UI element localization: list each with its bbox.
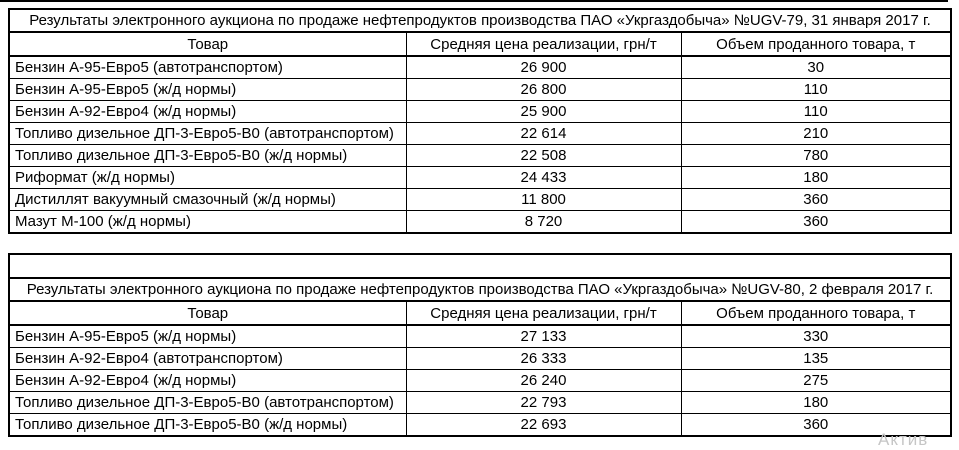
volume-cell: 180 [681, 167, 951, 189]
column-header-volume: Объем проданного товара, т [681, 32, 951, 56]
column-header-price: Средняя цена реализации, грн/т [406, 301, 681, 325]
table-title: Результаты электронного аукциона по продаже нефтепродуктов производства ПАО «Укргаздобыча» №UGV-80, 2 февраля 2017 г. [9, 278, 951, 301]
product-cell: Бензин А-95-Евро5 (ж/д нормы) [9, 325, 406, 348]
price-cell: 25 900 [406, 101, 681, 123]
product-cell: Бензин А-95-Евро5 (ж/д нормы) [9, 79, 406, 101]
table-row [9, 145, 951, 167]
volume-cell: 30 [681, 56, 951, 79]
column-header-product: Товар [9, 301, 406, 325]
volume-cell: 360 [681, 211, 951, 234]
table-title-row [9, 278, 951, 301]
product-cell: Дистиллят вакуумный смазочный (ж/д нормы) [9, 189, 406, 211]
table-row [9, 211, 951, 234]
table-row [9, 325, 951, 348]
volume-cell: 330 [681, 325, 951, 348]
table-row [9, 123, 951, 145]
price-cell: 22 508 [406, 145, 681, 167]
cropped-top-border-line [0, 0, 948, 2]
product-cell: Бензин А-95-Евро5 (автотранспортом) [9, 56, 406, 79]
product-cell: Топливо дизельное ДП-3-Евро5-В0 (ж/д нормы) [9, 145, 406, 167]
table-row [9, 101, 951, 123]
empty-cell [9, 254, 951, 278]
auction-results-table-ugv79 [8, 8, 952, 234]
product-cell: Риформат (ж/д нормы) [9, 167, 406, 189]
price-cell: 11 800 [406, 189, 681, 211]
volume-cell: 360 [681, 414, 951, 437]
table-row [9, 79, 951, 101]
price-cell: 22 693 [406, 414, 681, 437]
table-row [9, 167, 951, 189]
product-cell: Бензин А-92-Евро4 (ж/д нормы) [9, 101, 406, 123]
price-cell: 26 240 [406, 370, 681, 392]
empty-spacer-row [9, 254, 951, 278]
product-cell: Мазут М-100 (ж/д нормы) [9, 211, 406, 234]
volume-cell: 780 [681, 145, 951, 167]
column-header-product: Товар [9, 32, 406, 56]
volume-cell: 275 [681, 370, 951, 392]
price-cell: 27 133 [406, 325, 681, 348]
price-cell: 26 800 [406, 79, 681, 101]
product-cell: Топливо дизельное ДП-3-Евро5-В0 (автотранспортом) [9, 123, 406, 145]
volume-cell: 110 [681, 79, 951, 101]
product-cell: Бензин А-92-Евро4 (ж/д нормы) [9, 370, 406, 392]
table-title-row [9, 9, 951, 32]
table-row [9, 392, 951, 414]
column-header-volume: Объем проданного товара, т [681, 301, 951, 325]
table-row [9, 348, 951, 370]
volume-cell: 360 [681, 189, 951, 211]
price-cell: 26 900 [406, 56, 681, 79]
volume-cell: 180 [681, 392, 951, 414]
price-cell: 22 793 [406, 392, 681, 414]
volume-cell: 110 [681, 101, 951, 123]
price-cell: 24 433 [406, 167, 681, 189]
price-cell: 22 614 [406, 123, 681, 145]
price-cell: 8 720 [406, 211, 681, 234]
table-row [9, 189, 951, 211]
table-row [9, 370, 951, 392]
watermark-text: Актив [878, 430, 929, 449]
table-header-row [9, 32, 951, 56]
product-cell: Топливо дизельное ДП-3-Евро5-В0 (автотранспортом) [9, 392, 406, 414]
table-row [9, 56, 951, 79]
price-cell: 26 333 [406, 348, 681, 370]
product-cell: Бензин А-92-Евро4 (автотранспортом) [9, 348, 406, 370]
table-row [9, 414, 951, 437]
product-cell: Топливо дизельное ДП-3-Евро5-В0 (ж/д нормы) [9, 414, 406, 437]
volume-cell: 135 [681, 348, 951, 370]
table-title: Результаты электронного аукциона по продаже нефтепродуктов производства ПАО «Укргаздобыча» №UGV-79, 31 января 2017 г. [9, 9, 951, 32]
column-header-price: Средняя цена реализации, грн/т [406, 32, 681, 56]
table-header-row [9, 301, 951, 325]
volume-cell: 210 [681, 123, 951, 145]
auction-results-table-ugv80 [8, 253, 952, 437]
